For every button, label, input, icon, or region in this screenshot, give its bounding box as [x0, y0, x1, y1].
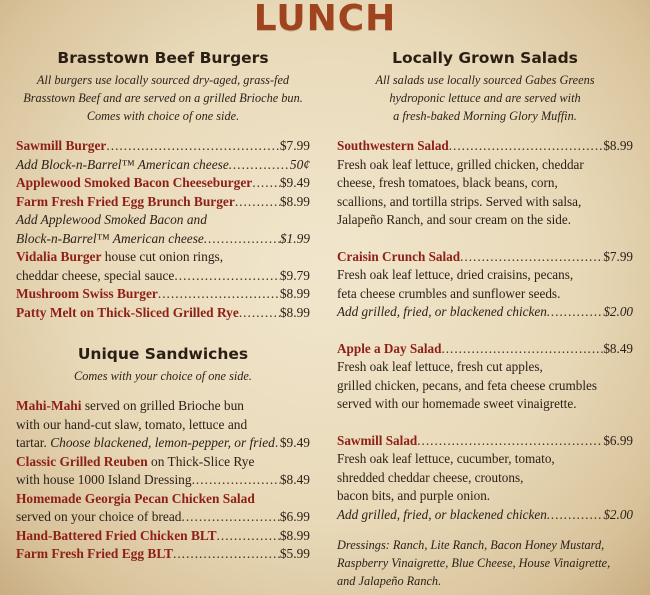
- menu-item-detail: with house 1000 Island Dressing ..... $8.49: [16, 471, 310, 490]
- menu-title: LUNCH: [253, 0, 397, 39]
- menu-item-addon: Add Applewood Smoked Bacon and: [16, 212, 207, 227]
- menu-item-addon: Add grilled, fried, or blackened chicken ..... $2.00: [337, 303, 633, 322]
- sandwiches-list: [16, 397, 310, 564]
- left-column: [16, 48, 310, 564]
- salad-item: Craisin Crunch Salad ..... $7.99 Fresh oak leaf lettuce, dried craisins, pecans, feta cheese crumbles and sunflower seeds. Add grilled, fried, or blackened chicken ..... $2.00: [337, 248, 633, 322]
- menu-item-detail: served on your choice of bread ..... $6.99: [16, 508, 310, 527]
- salads-heading: Locally Grown Salads: [392, 49, 578, 67]
- menu-item-addon: Add Block-n-Barrel™ American cheese ..... 50¢: [16, 156, 310, 175]
- menu-item-addon: Add grilled, fried, or blackened chicken ..... $2.00: [337, 506, 633, 525]
- dressings-list: Dressings: Ranch, Lite Ranch, Bacon Honey Mustard, Raspberry Vinaigrette, Blue Cheese, House Vinaigrette, and Jalapeño Ranch.: [337, 538, 611, 588]
- menu-item: Hand-Battered Fried Chicken BLT ..... $8.99: [16, 527, 310, 546]
- burgers-heading: Brasstown Beef Burgers: [57, 49, 269, 67]
- menu-item: Patty Melt on Thick-Sliced Grilled Rye ..... $8.99: [16, 304, 310, 323]
- right-column: [337, 48, 633, 590]
- menu-item-detail: tartar. Choose blackened, lemon-pepper, or fried ..... $9.49: [16, 434, 310, 453]
- menu-item: Mahi-Mahi served on grilled Brioche bun: [16, 398, 244, 413]
- burgers-description: All burgers use locally sourced dry-aged, grass-fed Brasstown Beef and are served on a grilled Brioche bun. Comes with choice of one side.: [23, 73, 303, 123]
- menu-item-addon: Block-n-Barrel™ American cheese ..... $1.99: [16, 230, 310, 249]
- salad-item: Sawmill Salad ..... $6.99 Fresh oak leaf lettuce, cucumber, tomato, shredded cheddar cheese, croutons, bacon bits, and purple onion. Add grilled, fried, or blackened chicken ..... $2.00: [337, 432, 633, 525]
- menu-item: Vidalia Burger house cut onion rings,: [16, 249, 224, 264]
- menu-item: Classic Grilled Reuben on Thick-Slice Rye: [16, 453, 255, 469]
- menu-item: Sawmill Burger ..... $7.99: [16, 137, 310, 156]
- menu-item: Farm Fresh Fried Egg Brunch Burger ..... $8.99: [16, 193, 310, 212]
- sandwiches-description: Comes with your choice of one side.: [74, 369, 252, 383]
- menu-item-detail: with our hand-cut slaw, tomato, lettuce and: [16, 416, 248, 432]
- burgers-list: [16, 137, 310, 322]
- salad-item: Southwestern Salad ..... $8.99 Fresh oak leaf lettuce, grilled chicken, cheddar cheese, fresh tomatoes, black beans, corn, scallions, and tortilla strips. Served with salsa, Jalapeño Ranch, and sour cream on the side.: [337, 137, 633, 230]
- menu-item: Mushroom Swiss Burger ..... $8.99: [16, 285, 310, 304]
- salad-item: Apple a Day Salad ..... $8.49 Fresh oak leaf lettuce, fresh cut apples, grilled chicken, pecans, and feta cheese crumbles served with our homemade sweet vinaigrette.: [337, 340, 633, 414]
- menu-item: Applewood Smoked Bacon Cheeseburger ..... $9.49: [16, 174, 310, 193]
- menu-item: Farm Fresh Fried Egg BLT ..... $5.99: [16, 545, 310, 564]
- menu-item: Homemade Georgia Pecan Chicken Salad: [16, 490, 255, 506]
- salads-description: All salads use locally sourced Gabes Greens hydroponic lettuce and are served with a fresh-baked Morning Glory Muffin.: [375, 73, 595, 123]
- menu-item-detail: cheddar cheese, special sauce ..... $9.79: [16, 267, 310, 286]
- sandwiches-heading: Unique Sandwiches: [77, 345, 249, 363]
